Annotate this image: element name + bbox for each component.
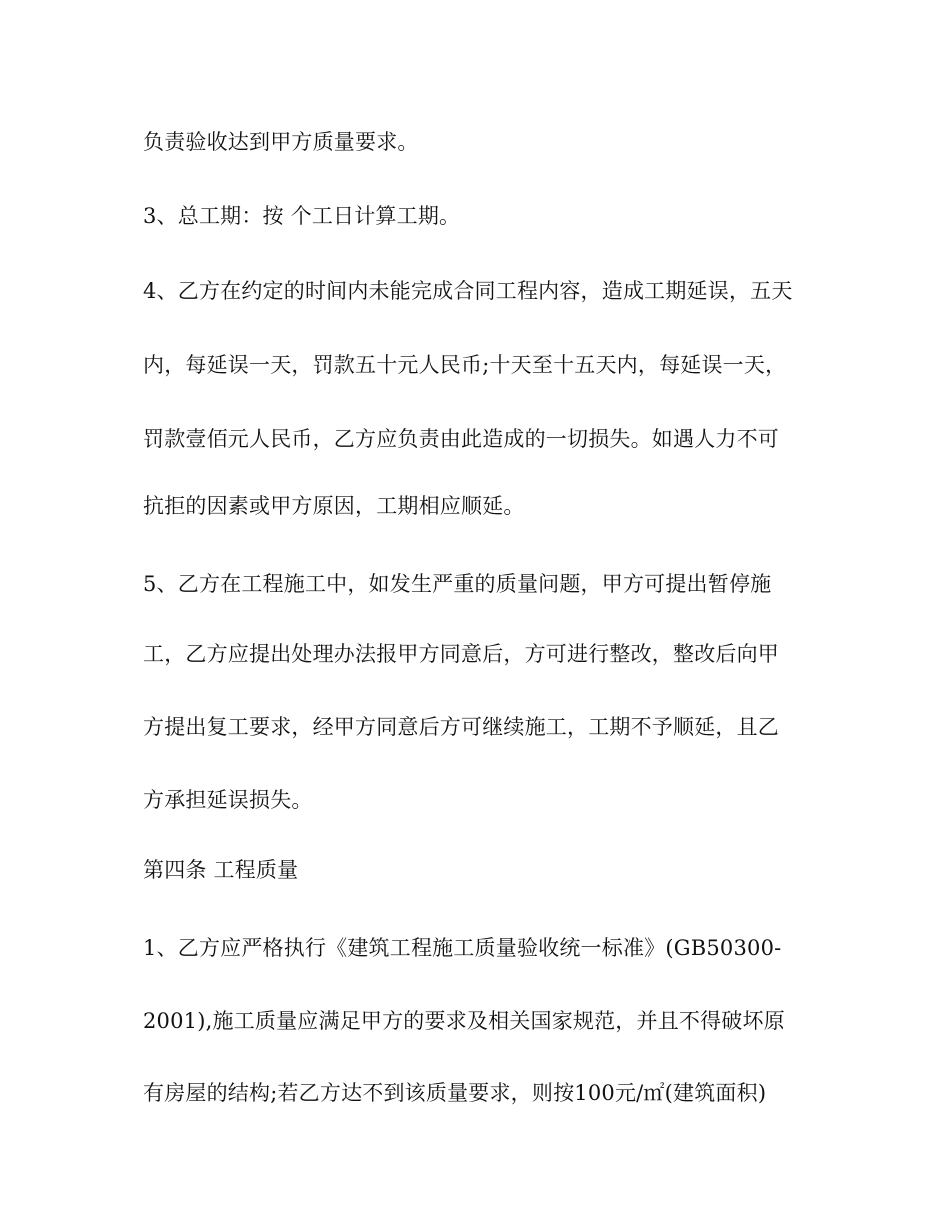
text-line: 抗拒的因素或甲方原因，工期相应顺延。 (143, 494, 525, 518)
text-line: 工，乙方应提出处理办法报甲方同意后，方可进行整改，整改后向甲 (143, 642, 779, 666)
text-line: 方承担延误损失。 (143, 788, 313, 812)
text-line: 罚款壹佰元人民币，乙方应负责由此造成的一切损失。如遇人力不可 (143, 427, 779, 451)
text-line: 5、乙方在工程施工中，如发生严重的质量问题，甲方可提出暂停施 (143, 572, 772, 596)
text-line: 有房屋的结构;若乙方达不到该质量要求，则按100元/㎡(建筑面积) (143, 1081, 767, 1105)
text-line: 1、乙方应严格执行《建筑工程施工质量验收统一标准》(GB50300- (143, 936, 782, 960)
text-line: 2001),施工质量应满足甲方的要求及相关国家规范，并且不得破坏原 (143, 1009, 785, 1033)
text-line: 内，每延误一天，罚款五十元人民币;十天至十五天内，每延误一天， (143, 353, 787, 377)
text-line: 4、乙方在约定的时间内未能完成合同工程内容，造成工期延误，五天 (143, 279, 793, 303)
text-line: 负责验收达到甲方质量要求。 (143, 130, 419, 154)
section-heading: 第四条 工程质量 (143, 858, 299, 882)
text-line: 方提出复工要求，经甲方同意后方可继续施工，工期不予顺延，且乙 (143, 715, 779, 739)
text-line: 3、总工期：按 个工日计算工期。 (143, 204, 461, 228)
